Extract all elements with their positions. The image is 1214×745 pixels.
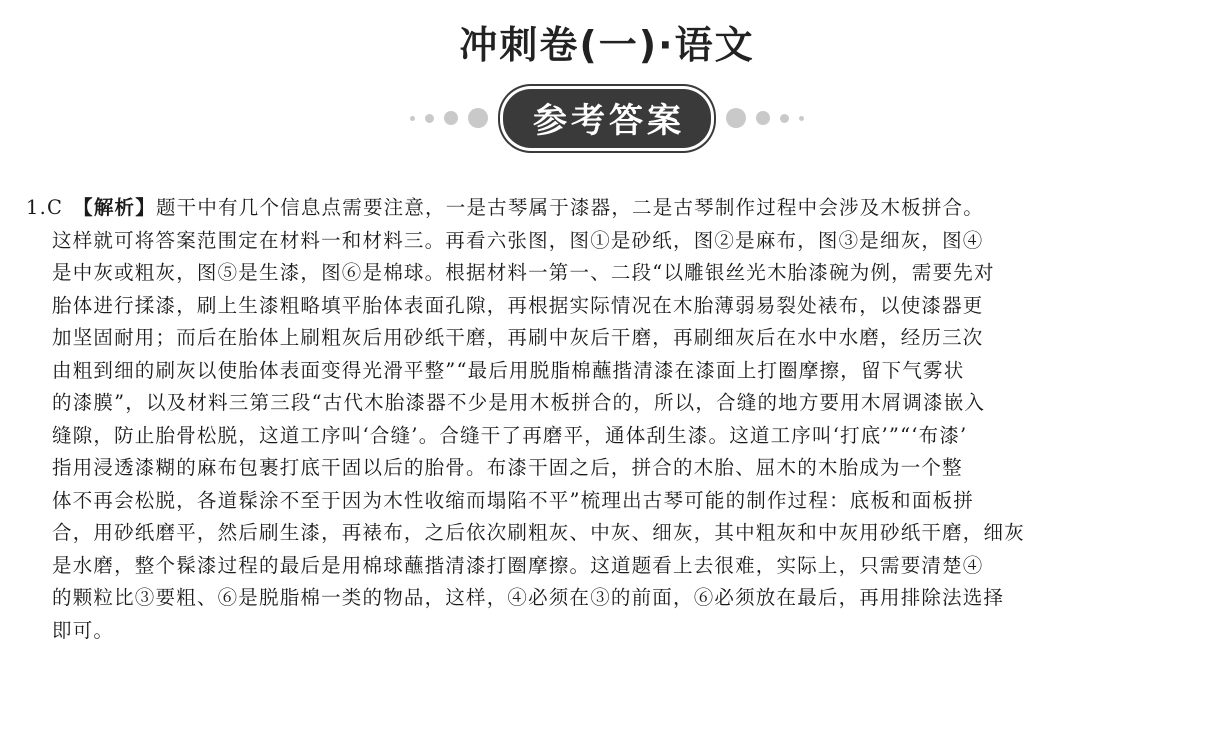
page-title: 冲刺卷(一)·语文: [459, 23, 755, 67]
answer-line: 胎体进行揉漆，刷上生漆粗略填平胎体表面孔隙，再根据实际情况在木胎薄弱易裂处裱布，以使漆器更: [52, 293, 984, 317]
answer-line: 指用浸透漆糊的麻布包裹打底干固以后的胎骨。布漆干固之后，拼合的木胎、屈木的木胎成为一个整: [52, 456, 963, 479]
decor-dot: [726, 108, 746, 128]
answer-line: 体不再会松脱，各道髹涂不至于因为木性收缩而塌陷不平”梳理出古琴可能的制作过程：底板和面板拼: [52, 488, 974, 512]
answer-line: 这样就可将答案范围定在材料一和材料三。再看六张图，图①是砂纸，图②是麻布，图③是细灰，图④: [52, 228, 984, 252]
answer-line: 合，用砂纸磨平，然后刷生漆，再裱布，之后依次刷粗灰、中灰、细灰，其中粗灰和中灰用砂纸干磨，细灰: [52, 521, 1025, 544]
answer-line: [26, 192, 1182, 225]
decor-dot: [756, 111, 770, 125]
answer-line: 的颗粒比③要粗、⑥是脱脂棉一类的物品，这样，④必须在③的前面，⑥必须放在最后，再用排除法选择: [52, 586, 1005, 609]
answer-number: 1.C: [26, 196, 64, 219]
answer-line: 即可。: [52, 618, 115, 642]
banner-label: 参考答案: [503, 89, 711, 148]
decor-dot: [425, 114, 434, 123]
decor-dot: [468, 108, 488, 128]
answer-line: 缝隙，防止胎骨松脱，这道工序叫‘合缝’。合缝干了再磨平，通体刮生漆。这道工序叫‘打底’”“‘布漆’: [52, 423, 968, 447]
analysis-tag: 【解析】: [73, 196, 156, 219]
answer-line: 是中灰或粗灰，图⑤是生漆，图⑥是棉球。根据材料一第一、二段“以雕银丝光木胎漆碗为例，需要先对: [52, 261, 995, 284]
answer-explanation: [26, 192, 1182, 647]
decor-dot: [444, 111, 458, 125]
decor-dot: [799, 116, 804, 121]
decor-dot: [410, 116, 415, 121]
answer-line: 由粗到细的刷灰以使胎体表面变得光滑平整”“最后用脱脂棉蘸揩清漆在漆面上打圈摩擦，留下气雾状: [52, 358, 965, 382]
answer-line: 的漆膜”，以及材料三第三段“古代木胎漆器不少是用木板拼合的，所以，合缝的地方要用木屑调漆嵌入: [52, 391, 986, 414]
answer-line: 是水磨，整个髹漆过程的最后是用棉球蘸揩清漆打圈摩擦。这道题看上去很难，实际上，只需要清楚④: [52, 553, 984, 577]
answer-text: 题干中有几个信息点需要注意，一是古琴属于漆器，二是古琴制作过程中会涉及木板拼合。: [155, 196, 984, 219]
answer-line: 加坚固耐用；而后在胎体上刷粗灰后用砂纸干磨，再刷中灰后干磨，再刷细灰后在水中水磨，经历三次: [52, 326, 984, 349]
answer-banner: [0, 90, 1214, 146]
decor-dot: [780, 114, 789, 123]
